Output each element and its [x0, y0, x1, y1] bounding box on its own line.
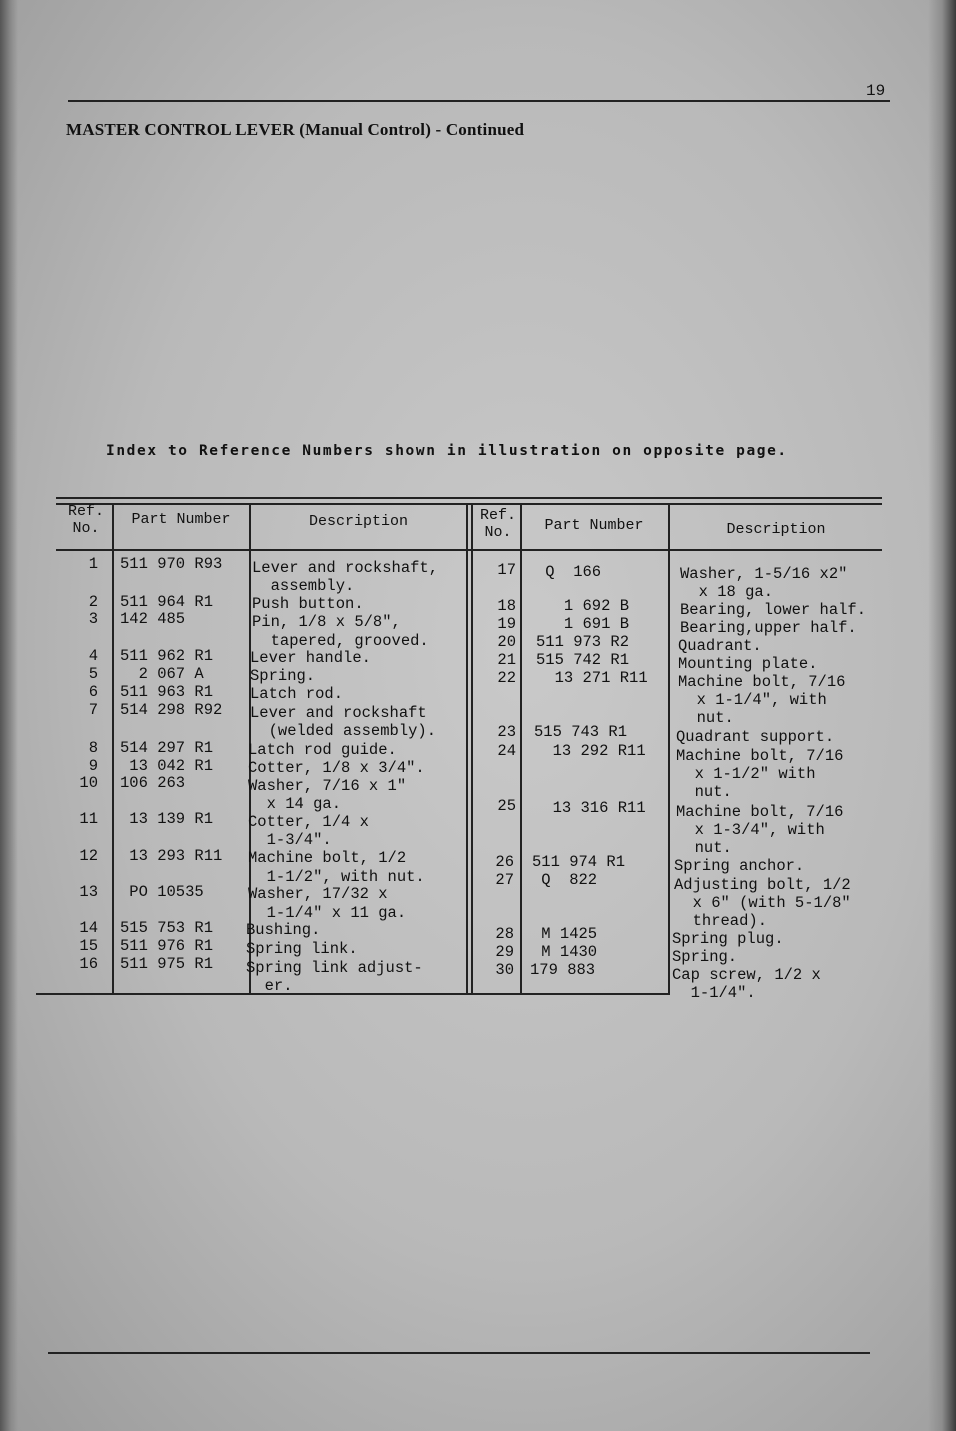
description: x 6" (with 5-1/8"	[674, 894, 851, 912]
part-number: 511 973 R2	[536, 633, 630, 651]
ref-number: 6	[88, 683, 98, 701]
description: Bearing,upper half.	[680, 619, 857, 637]
ref-number: 13	[79, 883, 98, 901]
header-part-right: Part Number	[544, 517, 644, 534]
header-ref-line: Ref.	[67, 503, 104, 520]
part-number: 2 067 A	[120, 665, 204, 683]
description: Push button.	[252, 595, 364, 613]
description: x 18 ga.	[680, 583, 774, 601]
description: Machine bolt, 7/16	[678, 673, 846, 691]
description: Cap screw, 1/2 x	[672, 966, 821, 984]
part-number: 142 485	[120, 610, 186, 628]
part-number: 511 964 R1	[120, 593, 214, 611]
ref-number: 2	[88, 593, 98, 611]
ref-number: 19	[497, 615, 516, 633]
page-number: 19	[866, 82, 886, 100]
description: Spring link adjust-	[246, 959, 423, 977]
ref-number: 24	[497, 742, 516, 760]
ref-number: 4	[88, 647, 98, 665]
page-binding-shadow	[0, 0, 18, 1431]
description: Bushing.	[246, 921, 321, 939]
header-ref-line: Ref.	[479, 507, 516, 524]
ref-number: 14	[79, 919, 98, 937]
part-number: PO 10535	[120, 883, 204, 901]
part-number: Q 166	[536, 563, 602, 581]
part-number: 13 293 R11	[120, 847, 223, 865]
description: Washer, 7/16 x 1"	[248, 777, 407, 795]
description: Washer, 1-5/16 x2"	[680, 565, 848, 583]
header-ref-left	[64, 503, 108, 537]
parts-table	[56, 497, 882, 1002]
ref-number: 28	[495, 925, 514, 943]
description: 1-1/4".	[672, 984, 756, 1002]
table-top-rule-inner	[56, 503, 882, 505]
part-number: 13 139 R1	[120, 810, 214, 828]
table-header-rule	[56, 549, 882, 551]
part-number: 13 271 R11	[536, 669, 648, 687]
description: nut.	[676, 783, 732, 801]
part-number: 515 753 R1	[120, 919, 214, 937]
description: Quadrant.	[678, 637, 762, 655]
ref-number: 25	[497, 797, 516, 815]
description: x 1-3/4", with	[676, 821, 825, 839]
column-divider	[466, 503, 468, 995]
ref-number: 7	[88, 701, 98, 719]
header-ref-right	[476, 507, 520, 541]
header-part-left: Part Number	[131, 511, 231, 528]
part-number: 514 297 R1	[120, 739, 214, 757]
ref-number: 10	[79, 774, 98, 792]
header-rule	[68, 100, 890, 102]
ref-number: 15	[79, 937, 98, 955]
description: x 1-1/4", with	[678, 691, 827, 709]
ref-number: 18	[497, 597, 516, 615]
description: Spring.	[672, 948, 738, 966]
table-bottom-rule	[36, 993, 670, 995]
part-number: 13 292 R11	[534, 742, 646, 760]
ref-number: 9	[88, 757, 98, 775]
ref-number: 12	[79, 847, 98, 865]
header-ref-line: No.	[484, 524, 512, 541]
description: Washer, 17/32 x	[248, 885, 388, 903]
ref-number: 5	[88, 665, 98, 683]
description: Pin, 1/8 x 5/8",	[252, 613, 401, 631]
part-number: Q 822	[532, 871, 598, 889]
column-divider	[668, 503, 670, 995]
ref-number: 3	[88, 610, 98, 628]
description: tapered, grooved.	[252, 632, 429, 650]
description: Mounting plate.	[678, 655, 818, 673]
description: Machine bolt, 1/2	[248, 849, 407, 867]
description: Spring anchor.	[674, 857, 805, 875]
part-number: 515 743 R1	[534, 723, 628, 741]
column-divider	[112, 503, 114, 995]
description: Latch rod guide.	[248, 741, 397, 759]
description: Lever and rockshaft,	[252, 559, 439, 577]
ref-number: 8	[88, 739, 98, 757]
description: x 14 ga.	[248, 795, 342, 813]
description: Cotter, 1/8 x 3/4".	[248, 759, 425, 777]
part-number: 511 963 R1	[120, 683, 214, 701]
description: Machine bolt, 7/16	[676, 803, 844, 821]
part-number: 514 298 R92	[120, 701, 223, 719]
ref-number: 29	[495, 943, 514, 961]
ref-number: 23	[497, 723, 516, 741]
ref-number: 26	[495, 853, 514, 871]
table-top-rule	[56, 497, 882, 499]
part-number: 1 691 B	[536, 615, 630, 633]
description: Spring plug.	[672, 930, 784, 948]
ref-number: 21	[497, 651, 516, 669]
description: er.	[246, 977, 293, 995]
description: Lever handle.	[250, 649, 371, 667]
part-number: 511 962 R1	[120, 647, 214, 665]
description: nut.	[678, 709, 734, 727]
part-number: 179 883	[530, 961, 596, 979]
page-title: MASTER CONTROL LEVER (Manual Control) - Continued	[66, 120, 525, 139]
ref-number: 22	[497, 669, 516, 687]
ref-number: 16	[79, 955, 98, 973]
description: x 1-1/2" with	[676, 765, 816, 783]
description: Bearing, lower half.	[680, 601, 867, 619]
description: Cotter, 1/4 x	[248, 813, 369, 831]
header-desc-left: Description	[308, 513, 409, 530]
part-number: 511 970 R93	[120, 555, 223, 573]
ref-number: 1	[88, 555, 98, 573]
description: Lever and rockshaft	[250, 704, 427, 722]
ref-number: 30	[495, 961, 514, 979]
part-number: 13 042 R1	[120, 757, 214, 775]
description: Latch rod.	[250, 685, 344, 703]
ref-number: 20	[497, 633, 516, 651]
part-number: 106 263	[120, 774, 186, 792]
part-number: M 1430	[532, 943, 598, 961]
description: assembly.	[252, 577, 355, 595]
ref-number: 17	[497, 561, 516, 579]
description: thread).	[674, 912, 768, 930]
description: 1-3/4".	[248, 831, 332, 849]
ref-number: 11	[79, 810, 98, 828]
description: (welded assembly).	[250, 722, 437, 740]
part-number: 511 976 R1	[120, 937, 214, 955]
footer-rule	[48, 1352, 870, 1354]
description: Adjusting bolt, 1/2	[674, 876, 851, 894]
description: Quadrant support.	[676, 728, 835, 746]
page-edge-shadow	[928, 0, 956, 1431]
header-ref-line: No.	[72, 520, 100, 537]
description: nut.	[676, 839, 732, 857]
part-number: 511 974 R1	[532, 853, 626, 871]
header-desc-right: Description	[726, 521, 826, 538]
description: 1-1/2", with nut.	[248, 868, 425, 886]
ref-number: 27	[495, 871, 514, 889]
column-divider	[520, 503, 522, 995]
part-number: 515 742 R1	[536, 651, 630, 669]
description: Spring.	[250, 667, 316, 685]
part-number: 511 975 R1	[120, 955, 214, 973]
description: Machine bolt, 7/16	[676, 747, 844, 765]
index-note: Index to Reference Numbers shown in illustration on opposite page.	[106, 443, 788, 459]
part-number: 1 692 B	[536, 597, 630, 615]
column-divider	[471, 503, 473, 995]
part-number: M 1425	[532, 925, 598, 943]
part-number: 13 316 R11	[534, 799, 646, 817]
description: 1-1/4" x 11 ga.	[248, 904, 407, 922]
description: Spring link.	[246, 940, 358, 958]
